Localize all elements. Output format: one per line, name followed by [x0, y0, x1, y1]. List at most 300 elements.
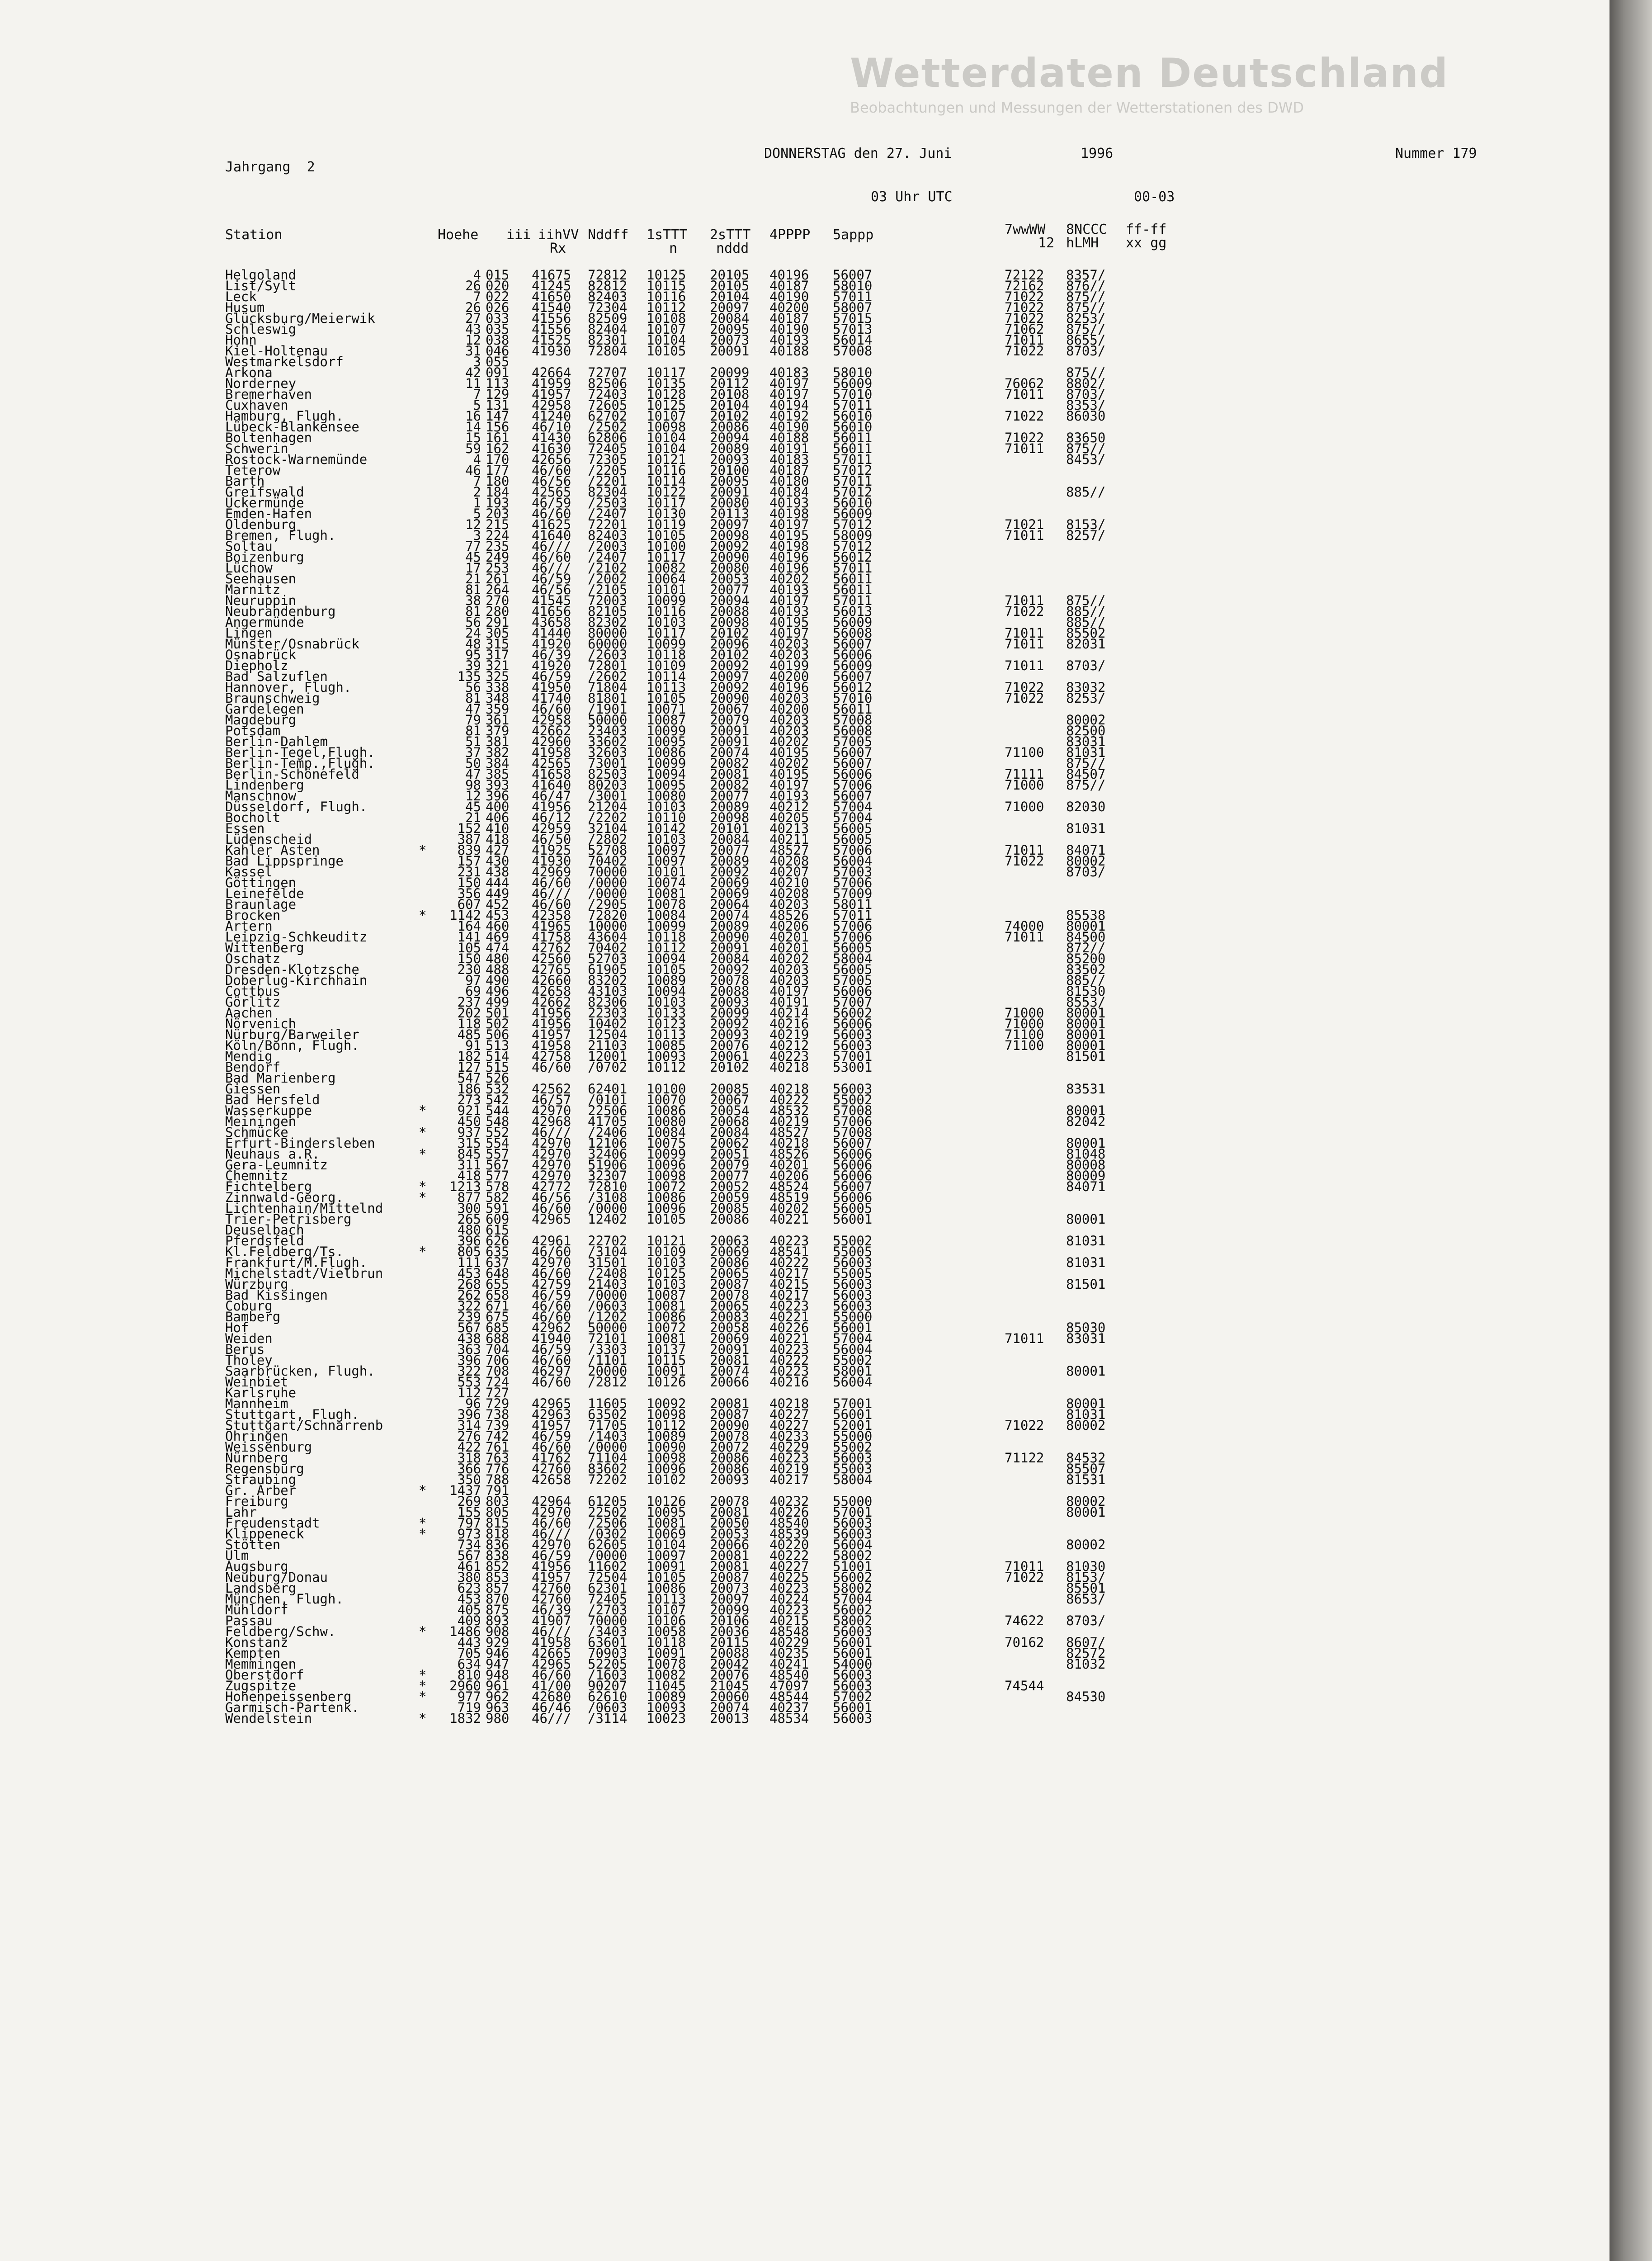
station-id: 836: [486, 1537, 510, 1552]
station-id: 852: [486, 1559, 510, 1574]
station-id: 488: [486, 962, 510, 977]
station-height: 443: [457, 1635, 481, 1650]
iihvv-group: 46297: [532, 1363, 571, 1379]
station-id: 015: [486, 267, 510, 283]
iihvv-group: 42970: [532, 1255, 571, 1270]
cloud-group: 81031: [1066, 1255, 1106, 1270]
pressure-group: 40196: [769, 680, 809, 695]
station-name: Ulm: [225, 1548, 249, 1563]
station-name: Münster/Osnabrück: [225, 636, 359, 652]
temp-group: 10128: [647, 387, 686, 402]
station-name: Wendelstein: [225, 1711, 312, 1726]
nddff-group: /3108: [588, 1190, 628, 1205]
station-id: 026: [486, 300, 510, 315]
iihvv-group: 42970: [532, 1146, 571, 1162]
tendency-group: 56007: [833, 756, 873, 771]
station-name: Regensburg: [225, 1461, 304, 1476]
station-height: 453: [457, 1266, 481, 1281]
station-id: 033: [486, 311, 510, 326]
station-height: 262: [457, 1287, 481, 1303]
temp-group: 10101: [647, 582, 686, 597]
pressure-group: 40187: [769, 278, 809, 293]
pressure-group: 40217: [769, 1266, 809, 1281]
dewpoint-group: 20013: [710, 1711, 750, 1726]
pressure-group: 48548: [769, 1624, 809, 1639]
temp-group: 10107: [647, 322, 686, 337]
pressure-group: 40237: [769, 1700, 809, 1715]
dewpoint-group: 20087: [710, 1570, 750, 1585]
station-id: 161: [486, 430, 510, 445]
tendency-group: 56011: [833, 582, 873, 597]
dewpoint-group: 20061: [710, 1049, 750, 1064]
station-id: 591: [486, 1201, 510, 1216]
cloud-group: 81031: [1066, 1233, 1106, 1249]
dewpoint-group: 20091: [710, 940, 750, 955]
weather-group: 71011: [1005, 387, 1044, 402]
dewpoint-group: 20074: [710, 745, 750, 760]
nddff-group: 22502: [588, 1504, 628, 1520]
station-name: Soltau: [225, 539, 273, 554]
station-id: 963: [486, 1700, 510, 1715]
station-name: Düsseldorf, Flugh.: [225, 799, 368, 814]
station-name: Mendig: [225, 1049, 273, 1064]
temp-group: 10086: [647, 745, 686, 760]
station-id: 655: [486, 1277, 510, 1292]
pressure-group: 40223: [769, 1298, 809, 1314]
station-name: Lingen: [225, 625, 273, 641]
pressure-group: 40206: [769, 1168, 809, 1183]
station-height: 973: [457, 1526, 481, 1542]
pressure-group: 40207: [769, 864, 809, 880]
cloud-group: 8703/: [1066, 658, 1106, 673]
tendency-group: 57015: [833, 311, 873, 326]
weather-group: 71022: [1005, 430, 1044, 445]
nddff-group: 82105: [588, 604, 628, 619]
iihvv-group: 41540: [532, 300, 571, 315]
station-id: 637: [486, 1255, 510, 1270]
pressure-group: 40212: [769, 799, 809, 814]
temp-group: 10087: [647, 712, 686, 728]
cloud-group: 85502: [1066, 625, 1106, 641]
mountain-flag: *: [419, 1515, 427, 1531]
dewpoint-group: 20077: [710, 1168, 750, 1183]
iihvv-group: 46/39: [532, 1602, 571, 1618]
pressure-group: 40197: [769, 625, 809, 641]
dewpoint-group: 20105: [710, 267, 750, 283]
iihvv-group: 42358: [532, 908, 571, 923]
weather-group: 71022: [1005, 311, 1044, 326]
dewpoint-group: 20081: [710, 1504, 750, 1520]
station-height: 12: [465, 332, 481, 348]
dewpoint-group: 20104: [710, 397, 750, 413]
dewpoint-group: 20087: [710, 1407, 750, 1422]
station-height: 47: [465, 766, 481, 782]
station-name: Berlin-Temp.,Flugh.: [225, 756, 375, 771]
tendency-group: 57004: [833, 1591, 873, 1607]
tendency-group: 57012: [833, 484, 873, 500]
temp-group: 10137: [647, 1342, 686, 1357]
dewpoint-group: 20084: [710, 832, 750, 847]
tendency-group: 56003: [833, 1667, 873, 1683]
tendency-group: 58004: [833, 951, 873, 966]
cloud-group: 85501: [1066, 1580, 1106, 1596]
pressure-group: 40216: [769, 1016, 809, 1031]
nddff-group: 72812: [588, 267, 628, 283]
nddff-group: 43604: [588, 929, 628, 945]
temp-group: 10107: [647, 1602, 686, 1618]
dewpoint-group: 20102: [710, 1060, 750, 1075]
tendency-group: 58009: [833, 528, 873, 543]
station-height: 2: [473, 484, 481, 500]
station-height: 164: [457, 918, 481, 934]
nddff-group: 72405: [588, 441, 628, 456]
dewpoint-group: 20081: [710, 1559, 750, 1574]
cloud-group: 81030: [1066, 1559, 1106, 1574]
weather-group: 71011: [1005, 332, 1044, 348]
iihvv-group: 46/59: [532, 495, 571, 511]
dewpoint-group: 20073: [710, 1580, 750, 1596]
temp-group: 10094: [647, 984, 686, 999]
temp-group: 10121: [647, 452, 686, 467]
col-hoehe: Hoehe: [438, 227, 479, 243]
col-5appp: 5appp: [833, 227, 874, 243]
nddff-group: 72305: [588, 452, 628, 467]
station-name: Kl.Feldberg/Ts.: [225, 1244, 344, 1259]
year-label: 1996: [1081, 146, 1114, 161]
nddff-group: 32104: [588, 821, 628, 836]
station-name: Boltenhagen: [225, 430, 312, 445]
temp-group: 10072: [647, 1179, 686, 1194]
dewpoint-group: 20095: [710, 322, 750, 337]
pressure-group: 48544: [769, 1689, 809, 1704]
station-name: Köln/Bonn, Flugh.: [225, 1038, 359, 1053]
nddff-group: 73001: [588, 756, 628, 771]
iihvv-group: 42970: [532, 1135, 571, 1151]
station-name: Schwerin: [225, 441, 288, 456]
temp-group: 10104: [647, 1537, 686, 1552]
nddff-group: 62610: [588, 1689, 628, 1704]
pressure-group: 40219: [769, 1027, 809, 1042]
temp-group: 10082: [647, 560, 686, 576]
station-height: 69: [465, 984, 481, 999]
temp-group: 10087: [647, 1287, 686, 1303]
tendency-group: 56010: [833, 495, 873, 511]
pressure-group: 48527: [769, 1125, 809, 1140]
station-name: Ückermünde: [225, 495, 304, 511]
station-id: 513: [486, 1038, 510, 1053]
station-height: 81: [465, 691, 481, 706]
weather-group: 71022: [1005, 691, 1044, 706]
weather-group: 71022: [1005, 300, 1044, 315]
cloud-group: 8153/: [1066, 517, 1106, 532]
pressure-group: 40196: [769, 267, 809, 283]
cloud-group: 80002: [1066, 712, 1106, 728]
iihvv-group: 46/57: [532, 1092, 571, 1107]
station-id: 291: [486, 615, 510, 630]
temp-group: 10135: [647, 376, 686, 391]
nddff-group: 52708: [588, 842, 628, 858]
station-id: 626: [486, 1233, 510, 1249]
station-name: Weinbiet: [225, 1374, 288, 1390]
dewpoint-group: 20081: [710, 1396, 750, 1411]
nddff-group: 11602: [588, 1559, 628, 1574]
temp-group: 10103: [647, 1255, 686, 1270]
iihvv-group: 41430: [532, 430, 571, 445]
weather-group: 71011: [1005, 593, 1044, 608]
cloud-group: 84530: [1066, 1689, 1106, 1704]
dewpoint-group: 20104: [710, 289, 750, 304]
tendency-group: 57012: [833, 539, 873, 554]
station-height: 155: [457, 1504, 481, 1520]
tendency-group: 56007: [833, 1179, 873, 1194]
temp-group: 10125: [647, 267, 686, 283]
nddff-group: 62605: [588, 1537, 628, 1552]
station-height: 350: [457, 1472, 481, 1487]
station-id: 270: [486, 593, 510, 608]
station-id: 514: [486, 1049, 510, 1064]
temp-group: 10089: [647, 1689, 686, 1704]
pressure-group: 40187: [769, 311, 809, 326]
temp-group: 11045: [647, 1678, 686, 1693]
station-height: 27: [465, 311, 481, 326]
dewpoint-group: 20093: [710, 994, 750, 1010]
station-name: Oschatz: [225, 951, 281, 966]
station-id: 554: [486, 1135, 510, 1151]
station-name: Rostock-Warnemünde: [225, 452, 368, 467]
station-name: Freudenstadt: [225, 1515, 320, 1531]
temp-group: 10090: [647, 1439, 686, 1455]
tendency-group: 58004: [833, 1472, 873, 1487]
nddff-group: /3001: [588, 788, 628, 804]
station-id: 763: [486, 1450, 510, 1466]
temp-group: 10093: [647, 1700, 686, 1715]
station-height: 112: [457, 1385, 481, 1400]
dewpoint-group: 20065: [710, 1298, 750, 1314]
station-id: 449: [486, 886, 510, 901]
observation-time: 03 Uhr UTC: [871, 189, 953, 205]
dewpoint-group: 20065: [710, 1266, 750, 1281]
station-name: München, Flugh.: [225, 1591, 344, 1607]
nddff-group: 21103: [588, 1038, 628, 1053]
cloud-group: 875//: [1066, 322, 1106, 337]
temp-group: 10112: [647, 300, 686, 315]
pressure-group: 40213: [769, 821, 809, 836]
pressure-group: 48540: [769, 1515, 809, 1531]
pressure-group: 40190: [769, 322, 809, 337]
station-height: 314: [457, 1418, 481, 1433]
pressure-group: 40218: [769, 1081, 809, 1097]
station-id: 460: [486, 918, 510, 934]
nddff-group: 82812: [588, 278, 628, 293]
nddff-group: /0000: [588, 1201, 628, 1216]
station-name: Bad Lippspringe: [225, 853, 344, 869]
temp-group: 10118: [647, 647, 686, 662]
station-id: 803: [486, 1494, 510, 1509]
pressure-group: 40202: [769, 756, 809, 771]
nddff-group: 52703: [588, 951, 628, 966]
station-name: Arkona: [225, 365, 273, 380]
station-id: 526: [486, 1070, 510, 1086]
col-2sttt-sub: nddd: [716, 241, 749, 256]
nddff-group: /2102: [588, 560, 628, 576]
station-name: Magdeburg: [225, 712, 297, 728]
station-id: 035: [486, 322, 510, 337]
station-name: Bad Salzuflen: [225, 669, 328, 684]
nddff-group: /2502: [588, 419, 628, 435]
cloud-group: 81031: [1066, 1407, 1106, 1422]
pressure-group: 40200: [769, 300, 809, 315]
temp-group: 10099: [647, 723, 686, 738]
pressure-group: 40222: [769, 1092, 809, 1107]
cloud-group: 8802/: [1066, 376, 1106, 391]
station-height: 839: [457, 842, 481, 858]
tendency-group: 56003: [833, 1255, 873, 1270]
pressure-group: 40218: [769, 1396, 809, 1411]
station-name: Pferdsfeld: [225, 1233, 304, 1249]
station-name: Karlsruhe: [225, 1385, 297, 1400]
station-name: Nürburg/Barweiler: [225, 1027, 359, 1042]
station-height: 322: [457, 1298, 481, 1314]
temp-group: 10115: [647, 1353, 686, 1368]
iihvv-group: 41545: [532, 593, 571, 608]
temp-group: 10091: [647, 1559, 686, 1574]
station-id: 203: [486, 506, 510, 521]
station-name: Stuttgart/Schnarrenb: [225, 1418, 383, 1433]
iihvv-group: 42562: [532, 1081, 571, 1097]
pressure-group: 40188: [769, 430, 809, 445]
station-height: 485: [457, 1027, 481, 1042]
dewpoint-group: 20097: [710, 517, 750, 532]
tendency-group: 55005: [833, 1244, 873, 1259]
station-name: Dresden-Klotzsche: [225, 962, 359, 977]
station-height: 422: [457, 1439, 481, 1455]
temp-group: 10081: [647, 1515, 686, 1531]
weather-group: 71011: [1005, 1331, 1044, 1346]
iihvv-group: 42965: [532, 1396, 571, 1411]
iihvv-group: 46///: [532, 560, 571, 576]
station-name: Marnitz: [225, 582, 281, 597]
station-height: 356: [457, 886, 481, 901]
mountain-flag: *: [419, 1146, 427, 1162]
iihvv-group: 41950: [532, 680, 571, 695]
cloud-group: 84507: [1066, 766, 1106, 782]
dewpoint-group: 20092: [710, 658, 750, 673]
tendency-group: 57006: [833, 918, 873, 934]
cloud-group: 80002: [1066, 1494, 1106, 1509]
cloud-group: 83502: [1066, 962, 1106, 977]
tendency-group: 55000: [833, 1309, 873, 1324]
station-height: 46: [465, 463, 481, 478]
station-name: Manschnow: [225, 788, 297, 804]
station-name: Husum: [225, 300, 265, 315]
iihvv-group: 46/60: [532, 701, 571, 717]
station-height: 269: [457, 1494, 481, 1509]
nddff-group: 71705: [588, 1418, 628, 1433]
nddff-group: 52205: [588, 1656, 628, 1672]
iihvv-group: 46///: [532, 1711, 571, 1726]
station-height: 719: [457, 1700, 481, 1715]
tendency-group: 56006: [833, 1190, 873, 1205]
station-name: Deuselbach: [225, 1222, 304, 1238]
weather-group: 72122: [1005, 267, 1044, 283]
station-id: 515: [486, 1060, 510, 1075]
nddff-group: 82301: [588, 332, 628, 348]
pressure-group: 40187: [769, 463, 809, 478]
pressure-group: 40218: [769, 1060, 809, 1075]
station-id: 870: [486, 1591, 510, 1607]
temp-group: 10105: [647, 528, 686, 543]
station-id: 805: [486, 1504, 510, 1520]
station-id: 577: [486, 1168, 510, 1183]
cloud-group: 82042: [1066, 1114, 1106, 1129]
cloud-group: 875//: [1066, 756, 1106, 771]
cloud-group: 80001: [1066, 1027, 1106, 1042]
col-4pppp: 4PPPP: [769, 227, 811, 243]
temp-group: 10112: [647, 1418, 686, 1433]
station-id: 193: [486, 495, 510, 511]
station-name: Neuruppin: [225, 593, 297, 608]
station-name: Braunschweig: [225, 691, 320, 706]
station-name: Augsburg: [225, 1559, 288, 1574]
pressure-group: 40212: [769, 1038, 809, 1053]
nddff-group: 82506: [588, 376, 628, 391]
pressure-group: 47097: [769, 1678, 809, 1693]
nddff-group: 33602: [588, 734, 628, 749]
dewpoint-group: 20081: [710, 1548, 750, 1563]
pressure-group: 40223: [769, 1342, 809, 1357]
temp-group: 10097: [647, 1548, 686, 1563]
iihvv-group: 41956: [532, 1005, 571, 1021]
temp-group: 10080: [647, 1114, 686, 1129]
nddff-group: 72201: [588, 517, 628, 532]
pressure-group: 40223: [769, 1602, 809, 1618]
station-id: 727: [486, 1385, 510, 1400]
cloud-group: 876//: [1066, 278, 1106, 293]
weather-group: 70162: [1005, 1635, 1044, 1650]
station-name: Hohenpeissenberg: [225, 1689, 352, 1704]
station-id: 393: [486, 777, 510, 793]
station-name: Leipzig-Schkeuditz: [225, 929, 368, 945]
cloud-group: 80002: [1066, 1418, 1106, 1433]
weather-group: 71022: [1005, 1418, 1044, 1433]
iihvv-group: 42959: [532, 821, 571, 836]
col-iihvv: iihVV: [538, 227, 579, 243]
station-height: 45: [465, 799, 481, 814]
dewpoint-group: 20080: [710, 560, 750, 576]
pressure-group: 40203: [769, 647, 809, 662]
nddff-group: 21403: [588, 1277, 628, 1292]
station-id: 113: [486, 376, 510, 391]
tendency-group: 56003: [833, 1711, 873, 1726]
station-name: Lüchow: [225, 560, 273, 576]
station-name: Bad Kissingen: [225, 1287, 328, 1303]
cloud-group: 875//: [1066, 593, 1106, 608]
nddff-group: /2506: [588, 1515, 628, 1531]
temp-group: 10113: [647, 1027, 686, 1042]
iihvv-group: 46/60: [532, 549, 571, 565]
weather-group: 71011: [1005, 636, 1044, 652]
iihvv-group: 41957: [532, 1027, 571, 1042]
station-id: 474: [486, 940, 510, 955]
dewpoint-group: 20090: [710, 691, 750, 706]
tendency-group: 56007: [833, 636, 873, 652]
station-name: Lindenberg: [225, 777, 304, 793]
iihvv-group: 42662: [532, 994, 571, 1010]
pressure-group: 40203: [769, 691, 809, 706]
nddff-group: 72801: [588, 658, 628, 673]
nddff-group: 82302: [588, 615, 628, 630]
temp-group: 10084: [647, 908, 686, 923]
